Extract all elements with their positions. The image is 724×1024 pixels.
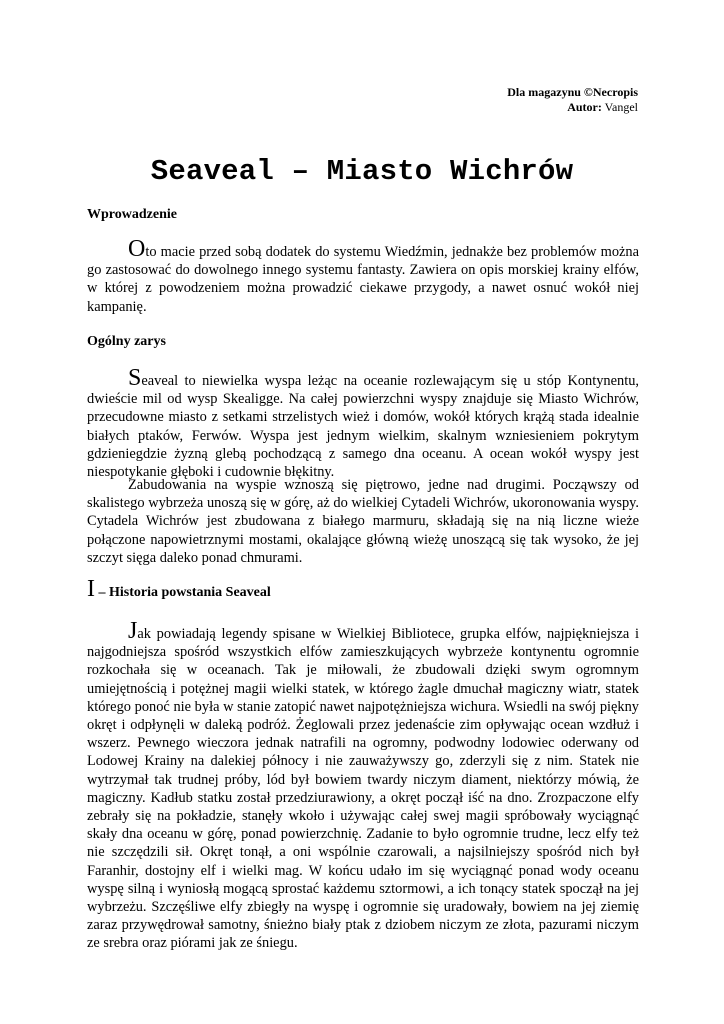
overview-paragraph-2: Zabudowania na wyspie wznoszą się piętrowo, jedne nad drugimi. Począwszy od skalistego wybrzeża unoszą się w górę, aż do wielkiej Cytadeli Wichrów, ukoronowania wyspy. Cytadela Wichrów jest zbudowana z białego marmuru, składają się na nią liczne wieże połączone napowietrznymi mostami, okalające główną wieżę unoszącą się tak wysoko, że jej szczyt sięga daleko ponad chmurami.	[87, 477, 639, 566]
author-label: Autor:	[567, 100, 602, 114]
intro-paragraph: Oto macie przed sobą dodatek do systemu Wiedźmin, jednakże bez problemów można go zastosować do dowolnego innego systemu fantasty. Zawiera on opis morskiej krainy elfów, w której z powodzeniem można prowadzić ciekawe przygody, a nawet osnuć wokół niej kampanię.	[87, 236, 639, 315]
intro-dropcap: O	[128, 236, 146, 262]
history-paragraph: Jak powiadają legendy spisane w Wielkiej Bibliotece, grupka elfów, najpiękniejsza i najgodniejsza spośród wszystkich elfów zamieszkujących wybrzeże kontynentu ogromnie rozkochała się w oceanach. Tak je miłowali, że zbudowali dzięki swym ogromnym umiejętnością i potężnej magii wielki statek, w którego żagle dmuchał magiczny wiatr, statek którego ponoć nie była w stanie zatopić nawet najpotężniejsza wichura. Wsiedli na swój piękny okręt i odpłynęli w daleką podróż. Żeglowali przez jedenaście zim opływając ocean wzdłuż i wszerz. Pewnego wieczora jednak natrafili na ogromny, podwodny lodowiec oderwany od Lodowej Krainy na dalekiej północy i nie zauważywszy go, zderzyli się z nim. Statek nie wytrzymał tak trudnej próby, lód był bowiem twardy niczym diament, niektórzy mówią, że magiczny. Kadłub statku został przedziurawiony, a okręt począł iść na dno. Zrozpaczone elfy zebrały się na pokładzie, stanęły wkoło i używając całej swej magii spróbowały wyciągnąć skały dna oceanu w górę, ponad powierzchnię. Zadanie to było ogromnie trudne, lecz elfy też nie szczędzili sił. Okręt tonął, a oni wspólnie czarowali, a najsilniejszy spośród nich był Faranhir, dostojny elf i wielki mag. W końcu udało im się wyciągnąć ponad wody oceanu wyspę silną i wyniosłą mogącą sprostać każdemu sztormowi, a ich tonący statek spoczął na jej wybrzeżu. Szczęśliwe elfy zbiegły na wyspę i ogromnie się uradowały, bowiem na jej ziemię zaraz przywędrował samotny, śnieżno biały ptak z dziobem niczym ze złota, pazurami niczym ze srebra oraz piórami jak ze śniegu.	[87, 618, 639, 952]
author-name: Vangel	[604, 100, 638, 114]
intro-heading: Wprowadzenie	[87, 207, 177, 222]
author-credit	[507, 100, 638, 115]
overview-heading: Ogólny zarys	[87, 334, 166, 349]
magazine-credit: Dla magazynu ©Necropis	[507, 85, 638, 99]
header-credits	[507, 85, 638, 115]
history-heading: I – Historia powstania Seaveal	[87, 576, 271, 602]
overview-dropcap: S	[128, 365, 142, 391]
section-numeral: I	[87, 576, 95, 602]
history-dropcap: J	[128, 618, 138, 644]
document-title: Seaveal – Miasto Wichrów	[150, 155, 574, 188]
overview-paragraph-1: Seaveal to niewielka wyspa leżąc na oceanie rozlewającym się u stóp Kontynentu, dwieście mil od wysp Skealigge. Na całej powierzchni wyspy znajduje się Miasto Wichrów, przecudowne miasto z setkami strzelistych wież i domów, wokół których krążą stada idealnie białych ptaków, Ferwów. Wyspa jest jednym wielkim, skalnym wzniesieniem pokrytym gdzieniegdzie żyzną glebą pochodzącą z samego dna oceanu. A ocean wokół wyspy jest niespotykanie głęboki i cudownie błękitny.	[87, 365, 639, 481]
